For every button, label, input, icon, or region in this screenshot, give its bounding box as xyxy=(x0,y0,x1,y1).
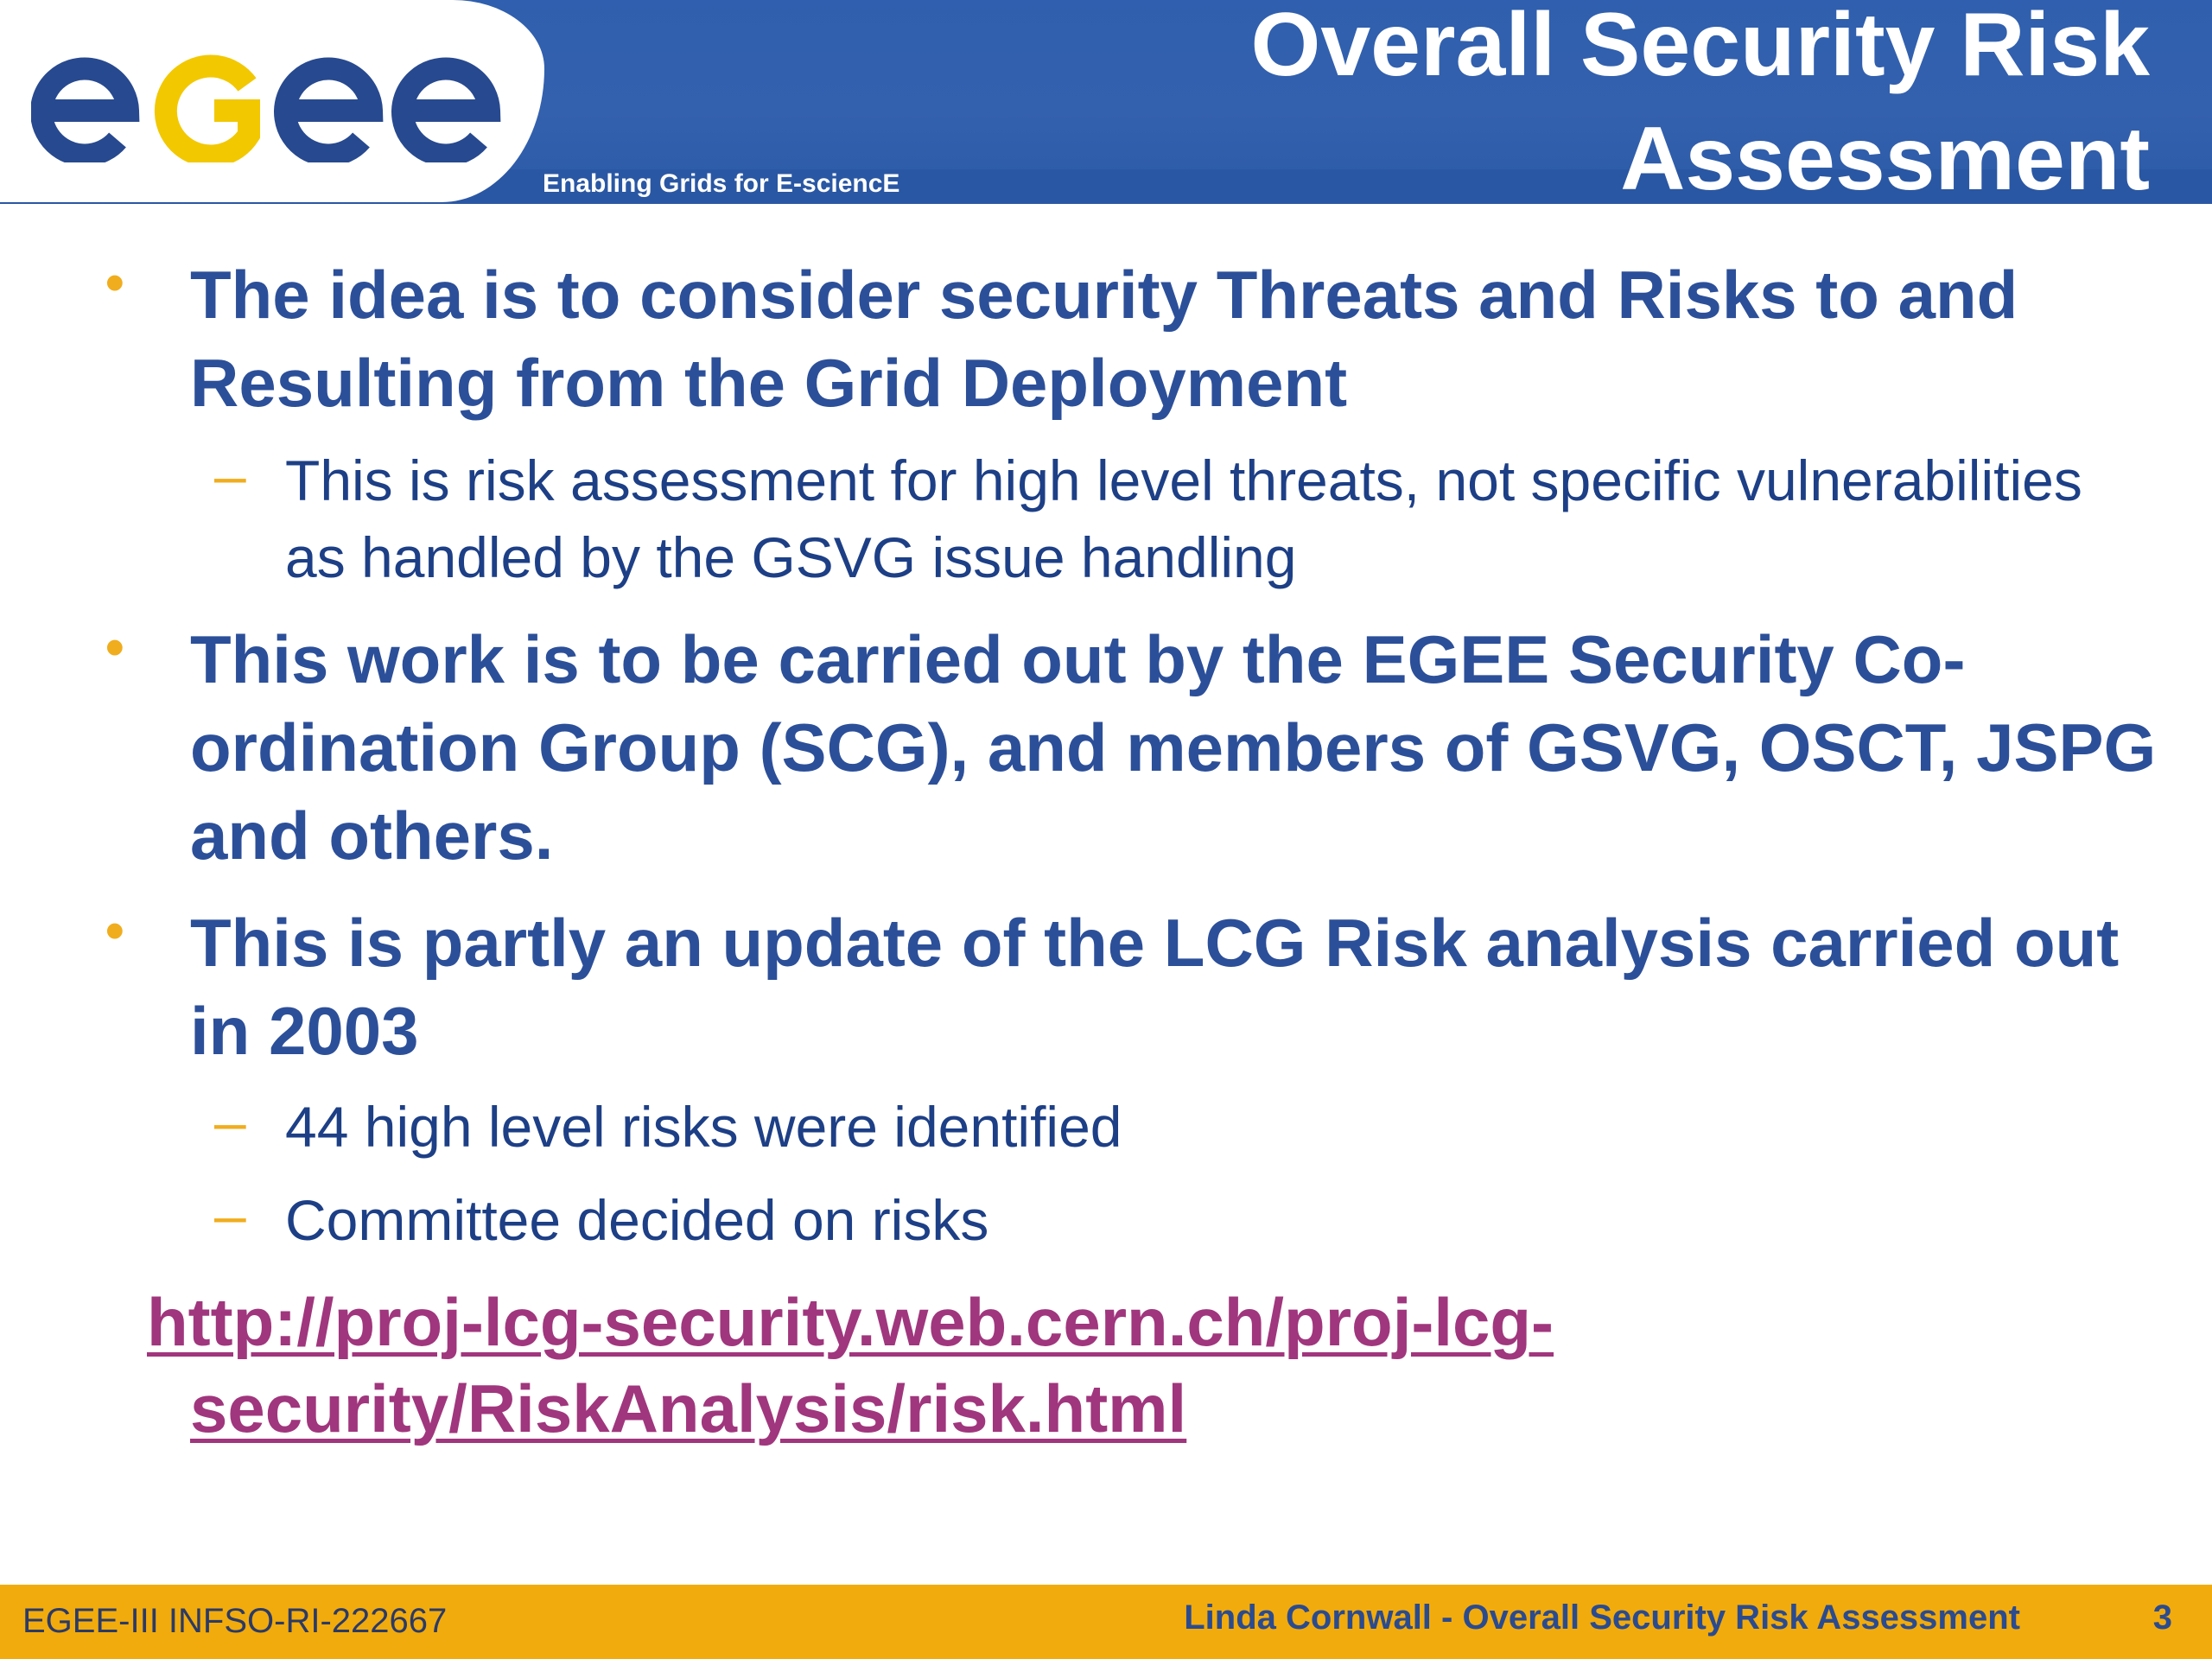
egee-logo xyxy=(31,50,512,162)
bullet-3-sub-2: Committee decided on risks xyxy=(285,1188,989,1252)
slide-title: Overall Security Risk Assessment xyxy=(1250,0,2150,209)
bullet-marker: • xyxy=(105,618,124,677)
sub-marker: – xyxy=(214,1090,246,1154)
bullet-2: This work is to be carried out by the EGEE Security Co-ordination Group (SCG), and members of GSVG, OSCT, JSPG and others. xyxy=(190,621,2157,874)
bullet-3: This is partly an update of the LCG Risk analysis carried out in 2003 xyxy=(190,905,2120,1069)
sub-marker: – xyxy=(214,443,246,507)
footer-project-id: EGEE-III INFSO-RI-222667 xyxy=(22,1602,448,1640)
footer-bar xyxy=(0,1585,2212,1659)
tagline: Enabling Grids for E-sciencE xyxy=(543,169,900,198)
bullet-3-sub-1: 44 high level risks were identified xyxy=(285,1095,1122,1159)
risk-analysis-link[interactable] xyxy=(147,1279,2134,1452)
bullet-marker: • xyxy=(105,901,124,961)
bullet-1-sub-1: This is risk assessment for high level threats, not specific vulnerabilities as handled by the GSVG issue handling xyxy=(285,448,2082,589)
bullet-marker: • xyxy=(105,253,124,313)
sub-marker: – xyxy=(214,1183,246,1247)
link-line-2[interactable]: security/RiskAnalysis/risk.html xyxy=(190,1370,1187,1446)
footer-presenter-title: Linda Cornwall - Overall Security Risk Assessment xyxy=(1184,1599,2020,1637)
bullet-1: The idea is to consider security Threats and Risks to and Resulting from the Grid Deployment xyxy=(190,257,2018,421)
page-number: 3 xyxy=(2152,1599,2172,1637)
logo-panel xyxy=(0,0,544,202)
link-line-1[interactable]: http://proj-lcg-security.web.cern.ch/proj-lcg- xyxy=(147,1284,1554,1360)
